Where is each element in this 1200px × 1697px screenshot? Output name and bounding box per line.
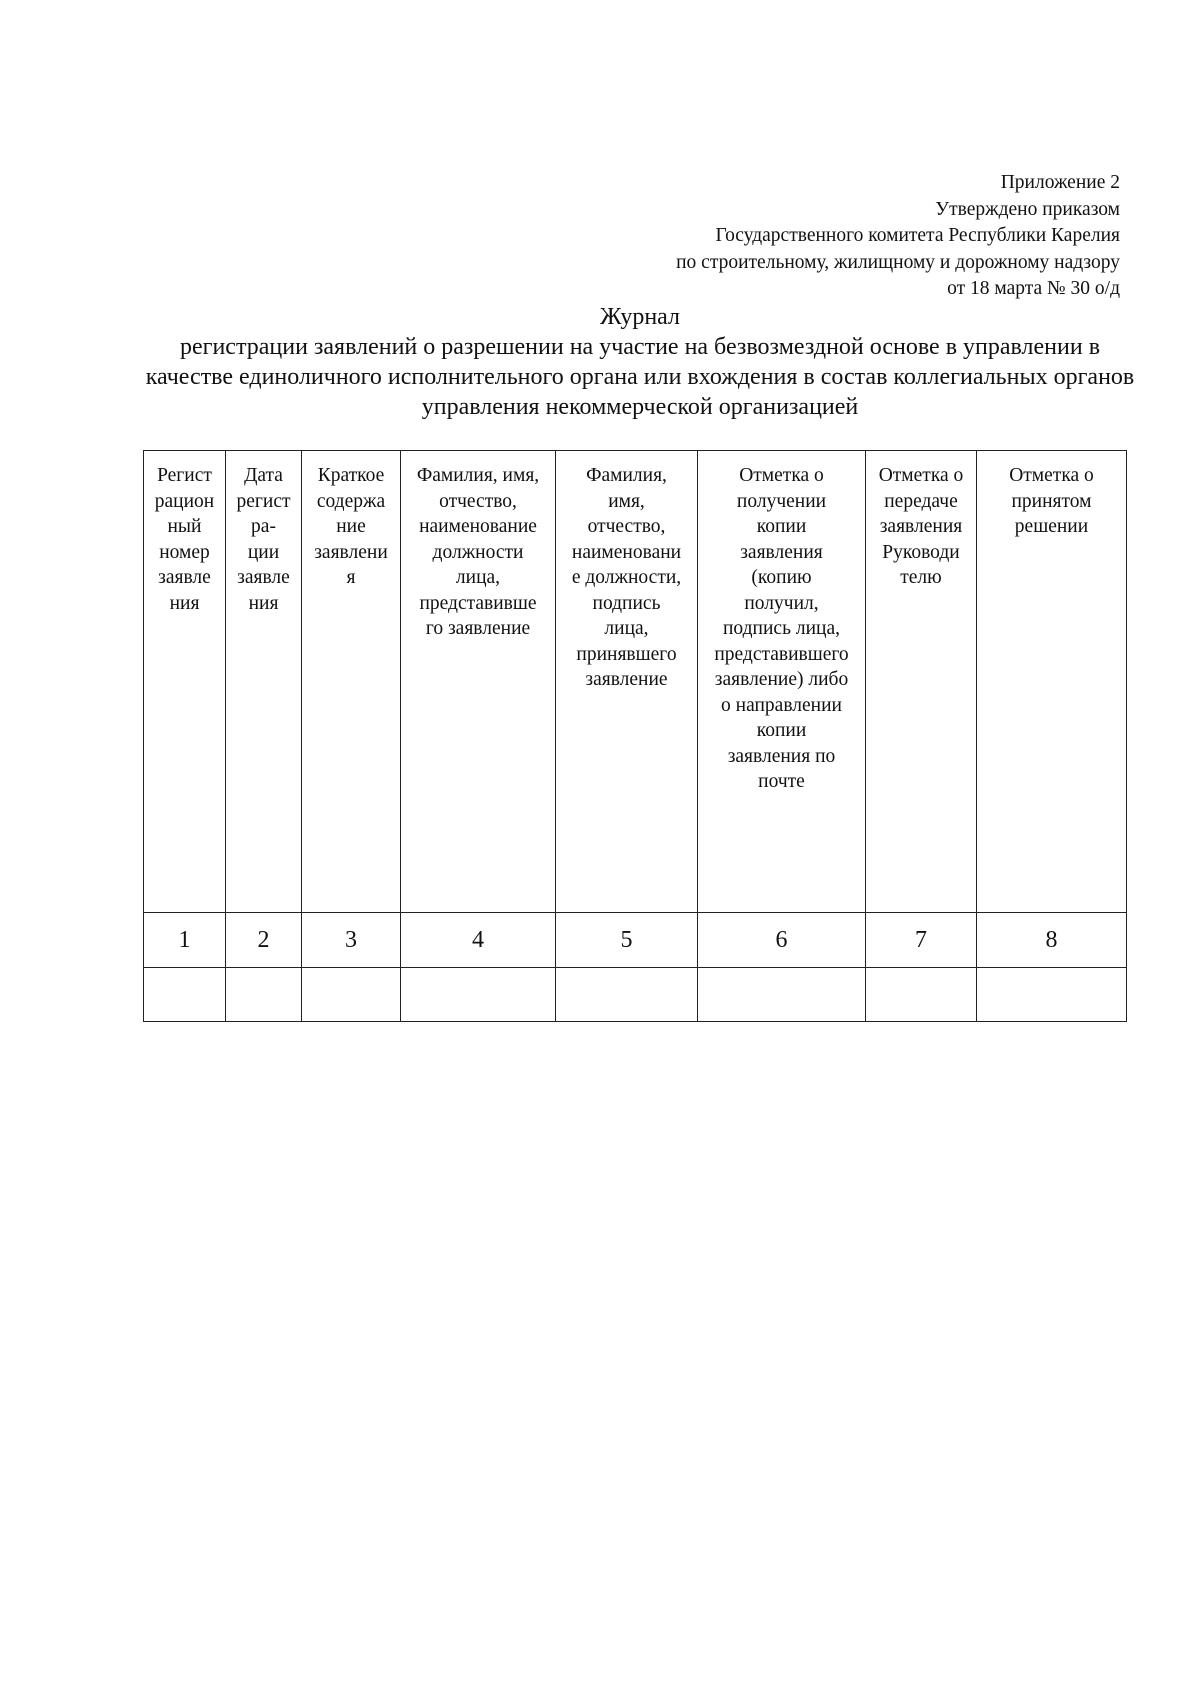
- header-line: заявле: [237, 567, 290, 588]
- header-cell-registration-number: [144, 451, 226, 913]
- appendix-approval-block: [560, 170, 1120, 303]
- appendix-line: Утверждено приказом: [935, 198, 1120, 220]
- header-line: ра-: [251, 516, 276, 537]
- column-number-cell: 7: [866, 913, 977, 968]
- header-line: отчество,: [587, 516, 666, 537]
- header-line: подпись: [592, 592, 661, 614]
- header-line: е должности,: [571, 567, 682, 588]
- header-line: представивше: [419, 592, 537, 614]
- header-line: Краткое: [317, 465, 385, 486]
- empty-entry-cell[interactable]: [698, 968, 866, 1022]
- header-line: заявления по: [727, 745, 836, 767]
- column-number-cell: 4: [401, 913, 556, 968]
- header-line: Регист: [157, 465, 212, 486]
- header-line: регист: [236, 490, 291, 512]
- column-number-row: [144, 913, 1127, 968]
- empty-entry-cell[interactable]: [226, 968, 302, 1022]
- column-number-cell: 6: [698, 913, 866, 968]
- header-cell-decision: [977, 451, 1127, 913]
- header-line: Дата: [244, 465, 283, 486]
- empty-entry-cell[interactable]: [302, 968, 401, 1022]
- header-line: Отметка о: [878, 465, 964, 486]
- header-line: го заявление: [425, 618, 531, 639]
- header-cell-summary: [302, 451, 401, 913]
- header-line: передаче: [884, 490, 958, 512]
- header-line: рацион: [154, 490, 215, 512]
- document-subtitle: регистрации заявлений о разрешении на участие на безвозмездной основе в управлении в качестве единоличного исполнительного органа или вхождения в состав коллегиальных органов управления некоммерческой организацией: [145, 334, 1135, 420]
- column-number-cell: 3: [302, 913, 401, 968]
- appendix-line: Государственного комитета Республики Карелия: [715, 225, 1120, 246]
- header-line: почте: [758, 771, 805, 792]
- header-cell-transfer-to-head: [866, 451, 977, 913]
- header-line: принятом: [1011, 490, 1092, 512]
- header-line: заявление) либо: [714, 669, 849, 690]
- header-line: заявлени: [314, 541, 388, 563]
- header-line: получил,: [744, 592, 819, 614]
- column-number-cell: 8: [977, 913, 1127, 968]
- header-line: отчество,: [439, 490, 517, 512]
- header-line: копии: [756, 720, 807, 741]
- header-line: подпись лица,: [723, 618, 840, 639]
- header-line: Фамилия, имя,: [416, 465, 540, 486]
- header-line: представившего: [714, 643, 849, 665]
- header-line: наименование: [419, 516, 537, 537]
- header-line: принявшего: [576, 643, 677, 665]
- table-header-row: [144, 451, 1127, 913]
- header-line: ния: [248, 592, 279, 614]
- header-line: должности: [432, 541, 524, 563]
- header-cell-receiver: [556, 451, 698, 913]
- header-line: наименовани: [571, 541, 682, 563]
- header-cell-registration-date: [226, 451, 302, 913]
- header-line: лица,: [604, 618, 649, 639]
- header-line: получении: [736, 490, 827, 512]
- header-line: содержа: [316, 490, 386, 512]
- header-line: номер: [159, 541, 210, 563]
- header-line: решении: [1014, 516, 1089, 537]
- table-row: [144, 968, 1127, 1022]
- empty-entry-cell[interactable]: [866, 968, 977, 1022]
- header-line: лица,: [455, 567, 501, 588]
- header-line: имя,: [608, 490, 645, 512]
- header-line: заявление: [585, 669, 668, 690]
- appendix-line: от 18 марта № 30 о/д: [947, 278, 1120, 299]
- header-line: заявления: [879, 516, 963, 537]
- header-line: копии: [756, 516, 807, 537]
- header-line: заявления: [740, 541, 823, 563]
- appendix-line: по строительному, жилищному и дорожному надзору: [676, 251, 1120, 273]
- header-line: ния: [169, 592, 200, 614]
- header-line: ние: [336, 516, 366, 537]
- column-number-cell: 1: [144, 913, 226, 968]
- header-line: я: [346, 567, 356, 588]
- column-number-cell: 5: [556, 913, 698, 968]
- header-line: Руководи: [882, 541, 960, 563]
- empty-entry-cell[interactable]: [977, 968, 1127, 1022]
- empty-entry-cell[interactable]: [401, 968, 556, 1022]
- appendix-line: Приложение 2: [1000, 172, 1120, 193]
- header-line: Отметка о: [739, 465, 824, 486]
- header-line: телю: [900, 567, 942, 588]
- header-line: о направлении: [721, 694, 842, 716]
- column-number-cell: 2: [226, 913, 302, 968]
- header-cell-applicant: [401, 451, 556, 913]
- header-line: заявле: [158, 567, 211, 588]
- header-line: Фамилия,: [586, 465, 667, 486]
- header-line: ный: [167, 516, 202, 537]
- header-line: Отметка о: [1009, 465, 1094, 486]
- header-cell-copy-received: [698, 451, 866, 913]
- header-line: ции: [247, 541, 280, 563]
- empty-entry-cell[interactable]: [556, 968, 698, 1022]
- empty-entry-cell[interactable]: [144, 968, 226, 1022]
- journal-table: [143, 450, 1127, 1022]
- document-title: Журнал: [599, 304, 680, 330]
- header-line: (копию: [751, 567, 812, 588]
